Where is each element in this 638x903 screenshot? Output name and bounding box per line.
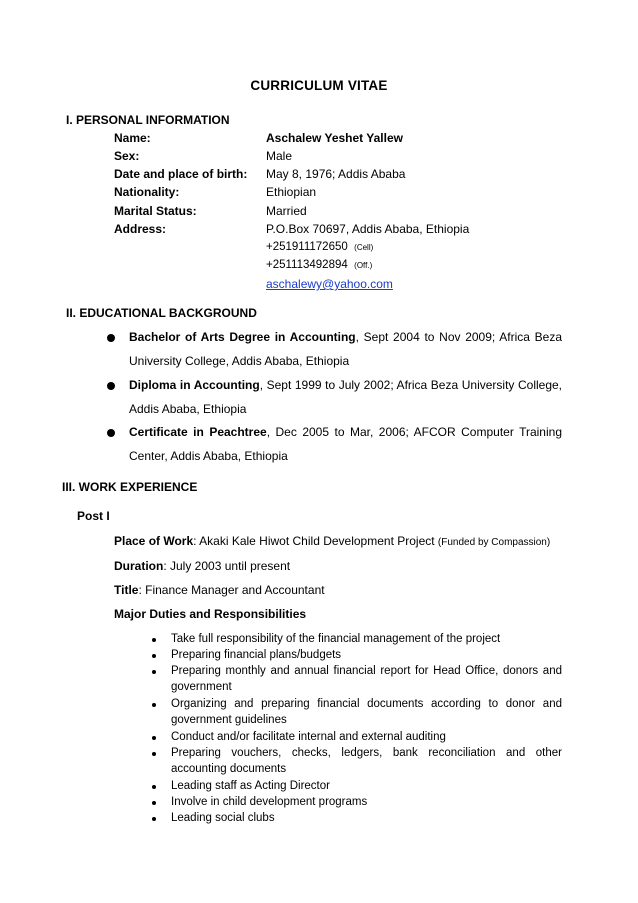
education-item-3-line2: Center, Addis Ababa, Ethiopia xyxy=(129,449,288,463)
place-of-work xyxy=(114,534,550,548)
bullet-icon xyxy=(107,334,115,342)
place-of-work-note: (Funded by Compassion) xyxy=(437,537,551,548)
bullet-icon xyxy=(152,736,156,740)
bullet-icon xyxy=(152,801,156,805)
education-item-1-degree: Bachelor of Arts Degree in Accounting xyxy=(129,330,356,344)
phone-office xyxy=(266,259,372,271)
education-item-2-details: , Sept 1999 to July 2002; Africa Beza University College, xyxy=(259,378,563,392)
phone-cell-tag: (Cell) xyxy=(354,243,374,252)
section-heading-education: II. EDUCATIONAL BACKGROUND xyxy=(66,306,257,320)
duty-item: Preparing vouchers, checks, ledgers, bank reconciliation and other accounting documents xyxy=(171,747,562,775)
duty-item: Conduct and/or facilitate internal and external auditing xyxy=(171,731,446,743)
field-label-nationality: Nationality: xyxy=(114,185,180,199)
education-item-2-line2: Addis Ababa, Ethiopia xyxy=(129,402,247,416)
education-item-3-line1 xyxy=(129,425,562,439)
bullet-icon xyxy=(152,703,156,707)
bullet-icon xyxy=(152,817,156,821)
education-item-1-details: , Sept 2004 to Nov 2009; Africa Beza xyxy=(355,330,562,344)
education-item-1-line1 xyxy=(129,330,562,344)
post-title: Post I xyxy=(77,509,110,523)
section-heading-work: III. WORK EXPERIENCE xyxy=(62,480,198,494)
field-value-sex: Male xyxy=(266,149,293,163)
bullet-icon xyxy=(107,382,115,390)
field-label-marital: Marital Status: xyxy=(114,204,197,218)
job-title-value: : Finance Manager and Accountant xyxy=(138,583,325,597)
bullet-icon xyxy=(107,429,115,437)
education-item-2-line1 xyxy=(129,378,562,392)
field-value-nationality: Ethiopian xyxy=(266,185,317,199)
job-title-label: Title xyxy=(114,583,139,597)
duty-item: Take full responsibility of the financial management of the project xyxy=(171,633,501,645)
bullet-icon xyxy=(152,654,156,658)
field-value-birth: May 8, 1976; Addis Ababa xyxy=(266,167,406,181)
duty-item: Preparing financial plans/budgets xyxy=(171,649,342,661)
field-label-address: Address: xyxy=(114,222,167,236)
education-item-2-degree: Diploma in Accounting xyxy=(129,378,260,392)
education-item-3-details: , Dec 2005 to Mar, 2006; AFCOR Computer Training xyxy=(266,425,562,439)
phone-office-number: +251113492894 xyxy=(266,259,348,271)
education-item-3-degree: Certificate in Peachtree xyxy=(129,425,267,439)
field-label-name: Name: xyxy=(114,131,151,145)
duty-item: Organizing and preparing financial documents according to donor and government guidelines xyxy=(171,698,562,726)
page-title: CURRICULUM VITAE xyxy=(250,78,388,93)
bullet-icon xyxy=(152,670,156,674)
phone-cell-number: +251911172650 xyxy=(266,241,348,253)
duty-item: Leading staff as Acting Director xyxy=(171,780,330,792)
duties-heading: Major Duties and Responsibilities xyxy=(114,607,307,621)
field-value-name: Aschalew Yeshet Yallew xyxy=(266,131,403,145)
bullet-icon xyxy=(152,785,156,789)
duration-value: : July 2003 until present xyxy=(163,559,291,573)
duty-item: Leading social clubs xyxy=(171,812,275,824)
duration xyxy=(114,559,290,573)
duty-item: Preparing monthly and annual financial report for Head Office, donors and government xyxy=(171,665,562,693)
field-label-sex: Sex: xyxy=(114,149,140,163)
bullet-icon xyxy=(152,638,156,642)
section-heading-personal: I. PERSONAL INFORMATION xyxy=(66,113,230,127)
phone-cell xyxy=(266,241,373,253)
place-of-work-label: Place of Work xyxy=(114,534,194,548)
education-item-1-line2: University College, Addis Ababa, Ethiopia xyxy=(129,354,350,368)
place-of-work-value: : Akaki Kale Hiwot Child Development Project xyxy=(193,534,438,548)
email-link[interactable]: aschalewy@yahoo.com xyxy=(266,277,393,291)
field-label-birth: Date and place of birth: xyxy=(114,167,248,181)
duty-item: Involve in child development programs xyxy=(171,796,368,808)
job-title xyxy=(114,583,325,597)
field-value-marital: Married xyxy=(266,204,307,218)
field-value-address: P.O.Box 70697, Addis Ababa, Ethiopia xyxy=(266,222,470,236)
bullet-icon xyxy=(152,752,156,756)
duration-label: Duration xyxy=(114,559,164,573)
phone-office-tag: (Off.) xyxy=(354,261,373,270)
